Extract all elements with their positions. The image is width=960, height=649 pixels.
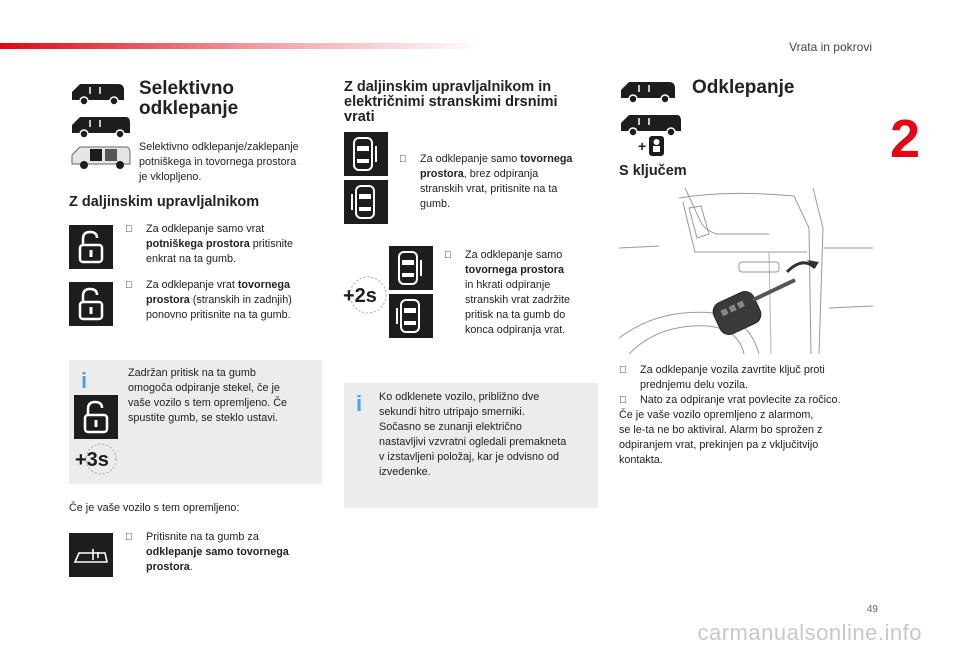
section-title-unlocking: Odklepanje	[692, 77, 795, 98]
sliding-item-1: Za odklepanje samo tovornega prostora, brez odpiranja stranskih vrat, pritisnite na ta gumb.	[399, 152, 572, 212]
info-box-windows	[69, 360, 322, 484]
sliding-item-2: Za odklepanje samo tovornega prostora in hkrati odpiranje stranskih vrat zadržite pritisk na ta gumb do konca odpiranja vrat.	[444, 248, 570, 338]
hold-3s-label: +3s	[75, 449, 109, 471]
unlock-button-icon	[74, 395, 118, 439]
plus-seat-icon	[638, 134, 666, 158]
sliding-door-button-icon	[344, 180, 388, 224]
selective-intro-text: Selektivno odklepanje/zaklepanje potniškega in tovornega prostora je vklopljeno.	[139, 141, 299, 183]
sliding-door-button-icon	[389, 246, 433, 290]
sliding-door-button-icon	[389, 294, 433, 338]
unlock-button-icon	[69, 225, 113, 269]
bullet	[125, 278, 133, 293]
hold-3s-badge	[73, 442, 119, 476]
hold-2s-label: +2s	[343, 285, 377, 307]
section-title-selective-unlocking: Selektivno odklepanje	[139, 78, 239, 119]
key-instructions	[619, 363, 840, 468]
bullet	[619, 393, 627, 408]
remote-item-3: Pritisnite na ta gumb za odklepanje samo tovornega prostora.	[125, 530, 289, 575]
bullet	[444, 248, 452, 263]
bullet	[619, 363, 627, 378]
van-icon	[619, 78, 677, 104]
info-box-indicators	[344, 383, 598, 508]
alarm-note: Če je vaše vozilo opremljeno z alarmom, se le-ta ne bo aktiviral. Alarm bo sprožen z odpiranjem vrat, prekinjen pa z vključitvijo kontakta.	[619, 409, 823, 466]
van-cabin-icon	[70, 142, 132, 170]
key-step-2: Nato za odpiranje vrat povlecite za ročico.	[640, 394, 841, 406]
header-accent-bar	[0, 43, 480, 49]
key-step-1: Za odklepanje vozila zavrtite ključ proti prednjemu delu vozila.	[640, 364, 825, 391]
chapter-number: 2	[890, 109, 921, 169]
watermark: carmanualsonline.info	[697, 620, 922, 645]
unlock-button-icon	[69, 282, 113, 326]
remote-item-1: Za odklepanje samo vrat potniškega prostora pritisnite enkrat na ta gumb.	[125, 222, 293, 267]
bullet	[125, 530, 133, 545]
rear-door-button-icon	[69, 533, 113, 577]
info-text-windows: Zadržan pritisk na ta gumb omogoča odpiranje stekel, če je vaše vozilo s tem opremljeno. Če spustite gumb, se steklo ustavi.	[128, 367, 288, 424]
equipped-text: Če je vaše vozilo s tem opremljeno:	[69, 502, 240, 514]
van-icon	[70, 113, 132, 139]
van-icon	[70, 80, 126, 106]
chapter-title: Vrata in pokrovi	[789, 40, 872, 54]
info-icon: i	[81, 368, 88, 393]
door-key-illustration	[619, 188, 873, 354]
section-title-sliding-doors: Z daljinskim upravljalnikom in električnimi stranskimi drsnimi vrati	[344, 79, 558, 125]
sliding-door-button-icon	[344, 132, 388, 176]
remote-heading: Z daljinskim upravljalnikom	[69, 194, 260, 210]
remote-item-2: Za odklepanje vrat tovornega prostora (stranskih in zadnjih) ponovno pritisnite na ta gumb.	[125, 278, 292, 323]
bullet	[399, 152, 407, 167]
page-number: 49	[866, 604, 878, 615]
key-heading: S ključem	[619, 163, 687, 179]
hold-2s-badge	[342, 272, 388, 318]
bullet	[125, 222, 133, 237]
svg-text:+: +	[638, 138, 647, 154]
info-text-indicators: Ko odklenete vozilo, približno dve sekundi hitro utripajo smerniki. Sočasno se zunanji električno nastavljivi vzvratni ogledali premakneta v izstavljeni položaj, kar je odvisno od izvedenke.	[379, 391, 567, 478]
info-icon: i	[356, 391, 363, 416]
